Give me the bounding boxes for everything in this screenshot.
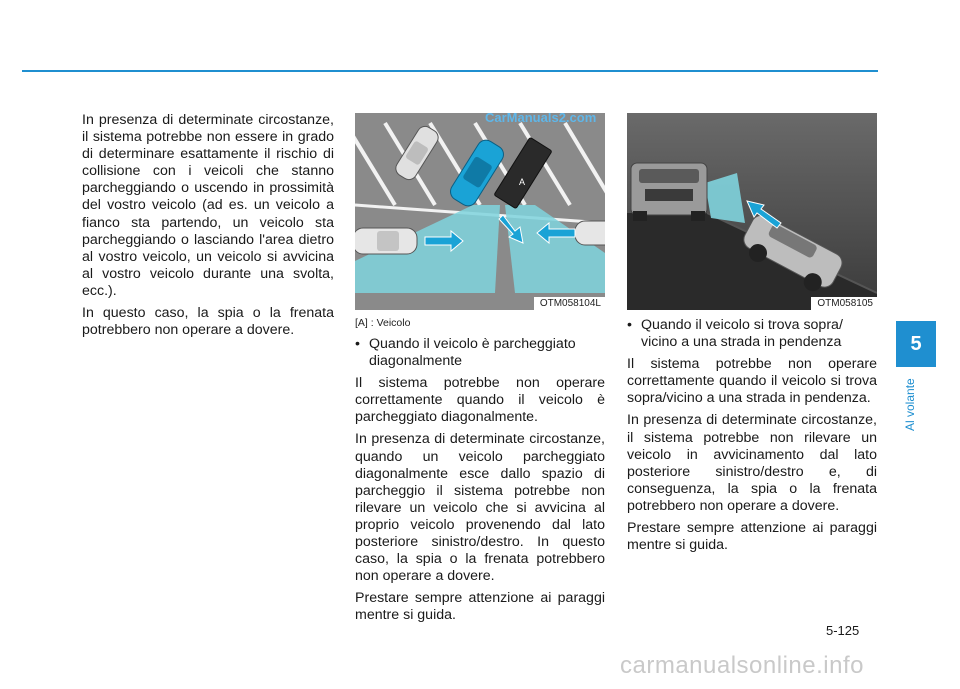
paragraph: Prestare sempre attenzione ai paraggi mentre si guida. [627, 520, 877, 554]
bullet-text: Quando il veicolo si trova sopra/ vicino a una strada in pendenza [641, 317, 843, 351]
figure-watermark: CarManuals2.com [485, 113, 597, 125]
paragraph: Il sistema potrebbe non operare correttamente quando il veicolo si trova sopra/vicino a una strada in pendenza. [627, 356, 877, 407]
figure-code: OTM058104L [534, 297, 605, 310]
bullet-item [355, 336, 605, 370]
figure-code: OTM058105 [811, 297, 877, 310]
paragraph: In questo caso, la spia o la frenata potrebbero non operare a dovere. [82, 305, 334, 339]
paragraph: Il sistema potrebbe non operare correttamente quando il veicolo è parcheggiato diagonalmente. [355, 375, 605, 426]
diagonal-parking-illustration [355, 113, 605, 310]
page-number: 5-125 [826, 623, 860, 638]
bullet-text: Quando il veicolo è parcheggiato diagonalmente [369, 336, 576, 370]
column-right [627, 317, 877, 559]
figure-slope [627, 113, 877, 310]
bullet-dot-icon: • [627, 317, 632, 333]
figure-caption: [A] : Veicolo [355, 317, 411, 329]
top-rule [22, 70, 878, 72]
suv-front [631, 163, 707, 221]
chapter-tab: 5 [896, 321, 936, 367]
paragraph: Prestare sempre attenzione ai paraggi mentre si guida. [355, 590, 605, 624]
column-middle [355, 336, 605, 630]
paragraph: In presenza di determinate circostanze, quando un veicolo parcheggiato diagonalmente esce dallo spazio di parcheggio il sistema potrebbe non rilevare un veicolo che si avvicina al proprio veicolo provenendo dal lato posteriore sinistro/destro. In questo caso, la spia o la frenata potrebbero non operare a dovere. [355, 431, 605, 585]
label-a: A [519, 177, 526, 187]
section-label: Al volante [903, 378, 917, 432]
bullet-dot-icon: • [355, 336, 360, 352]
paragraph: In presenza di determinate circostanze, il sistema potrebbe non essere in grado di determinare esattamente il rischio di collisione con i veicoli che stanno parcheggiando o uscendo in prossimità del vostro veicolo (ad es. un veicolo a fianco sta partendo, un veicolo sta parcheggiando o lasciando l'area dietro al vostro veicolo, un veicolo si avvicina al vostro veicolo durante una svolta, ecc.). [82, 112, 334, 299]
figure-diagonal-parking [355, 113, 605, 310]
column-left [82, 112, 334, 344]
paragraph: In presenza di determinate circostanze, il sistema potrebbe non rilevare un veicolo in avvicinamento dal lato posteriore sinistro/destro e, di conseguenza, la spia o la frenata potrebbero non operare a dovere. [627, 412, 877, 514]
footer-watermark: carmanualsonline.info [620, 652, 864, 679]
slope-illustration [627, 113, 877, 310]
bullet-item [627, 317, 877, 351]
